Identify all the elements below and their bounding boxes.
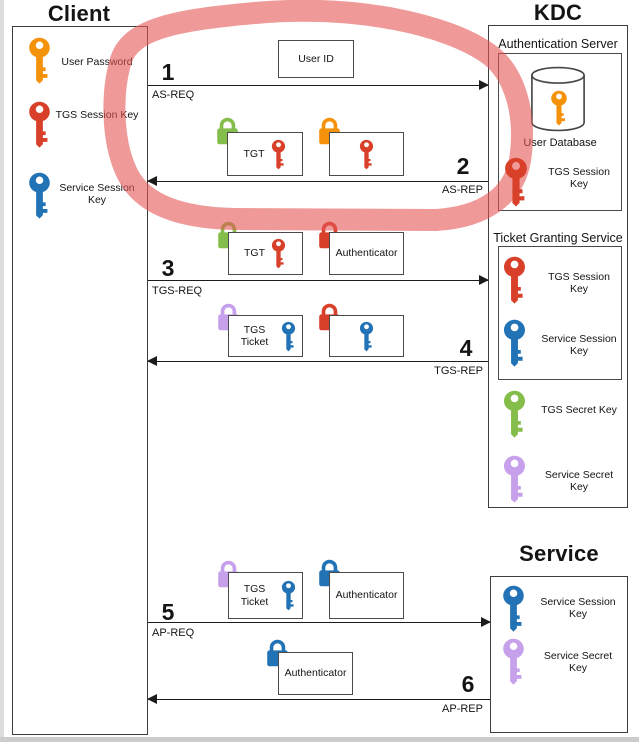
- tgs-ticket-label: TGS Ticket: [240, 583, 269, 608]
- tgs-session-key-icon: [26, 101, 53, 148]
- tgs-ticket-box: [228, 315, 303, 357]
- arrowhead-left-icon: [147, 356, 157, 366]
- authenticator-box: [329, 232, 404, 275]
- user-password-key-icon: [549, 90, 569, 126]
- step-6-number: 6: [461, 671, 475, 697]
- service-session-key-label: Service Session Key: [540, 596, 616, 621]
- tgt-label: TGT: [243, 147, 265, 160]
- tgs-ticket-box: [228, 572, 303, 619]
- arrowhead-right-icon: [479, 275, 489, 285]
- encrypted-key-box: [329, 132, 404, 176]
- authenticator-label: Authenticator: [335, 589, 398, 602]
- tgs-req-arrow: [148, 280, 488, 281]
- tgt-box: [228, 232, 303, 275]
- as-rep-arrow: [148, 181, 488, 182]
- as-req-arrow: [148, 85, 488, 86]
- service-secret-key-icon: [501, 455, 528, 503]
- authenticator-box: [278, 652, 353, 695]
- authenticator-label: Authenticator: [335, 247, 398, 260]
- service-session-key-icon: [358, 321, 375, 352]
- authenticator-box: [329, 572, 404, 619]
- tgs-session-key-icon: [358, 139, 375, 170]
- as-rep-label: AS-REP: [442, 184, 483, 196]
- arrowhead-left-icon: [147, 694, 157, 704]
- service-title: Service: [519, 541, 599, 566]
- ticket-granting-service-title: Ticket Granting Service: [493, 231, 623, 245]
- authenticator-label: Authenticator: [284, 667, 347, 680]
- tgs-session-key-icon: [270, 139, 287, 170]
- user-password-label: User Password: [61, 56, 133, 68]
- step-3-number: 3: [161, 255, 175, 281]
- encrypted-key-box: [329, 315, 404, 357]
- tgs-session-key-icon: [502, 156, 530, 208]
- kdc-title: KDC: [533, 0, 583, 25]
- as-req-label: AS-REQ: [152, 89, 195, 101]
- arrowhead-left-icon: [147, 176, 157, 186]
- service-session-key-label: Service Session Key: [541, 333, 617, 358]
- step-1-number: 1: [161, 59, 175, 85]
- ap-req-label: AP-REQ: [152, 627, 195, 639]
- client-title: Client: [47, 1, 111, 26]
- service-secret-key-label: Service Secret Key: [543, 650, 613, 675]
- tgs-secret-key-icon: [501, 390, 528, 438]
- service-session-key-icon: [280, 580, 297, 611]
- service-session-key-icon: [26, 172, 53, 219]
- service-secret-key-label: Service Secret Key: [544, 469, 614, 494]
- service-session-key-icon: [280, 321, 297, 352]
- tgs-rep-arrow: [148, 361, 488, 362]
- ap-req-arrow: [148, 622, 490, 623]
- tgs-ticket-label: TGS Ticket: [240, 323, 269, 348]
- tgs-secret-key-label: TGS Secret Key: [541, 404, 617, 416]
- user-id-box: [278, 40, 354, 78]
- tgs-session-key-label: TGS Session Key: [548, 166, 610, 191]
- user-password-key-icon: [26, 37, 53, 84]
- ap-rep-arrow: [148, 699, 490, 700]
- authentication-server-title: Authentication Server: [498, 37, 618, 51]
- screenshot-bottom-edge: [0, 737, 639, 742]
- tgs-session-key-icon: [501, 256, 528, 304]
- tgs-session-key-label: TGS Session Key: [548, 271, 610, 296]
- tgs-session-key-label: TGS Session Key: [55, 109, 139, 121]
- step-4-number: 4: [459, 335, 473, 361]
- tgs-session-key-icon: [270, 238, 287, 269]
- service-session-key-label: Service Session Key: [59, 182, 135, 207]
- tgt-label: TGT: [244, 247, 265, 260]
- ap-rep-label: AP-REP: [442, 703, 483, 715]
- step-5-number: 5: [161, 599, 175, 625]
- user-id-label: User ID: [298, 52, 334, 65]
- arrowhead-right-icon: [481, 617, 491, 627]
- tgs-req-label: TGS-REQ: [152, 285, 203, 297]
- tgs-rep-label: TGS-REP: [434, 365, 483, 377]
- screenshot-left-edge: [0, 0, 4, 742]
- service-session-key-icon: [501, 319, 528, 367]
- user-database-label: User Database: [523, 137, 597, 149]
- service-secret-key-icon: [500, 638, 527, 685]
- tgt-box: [227, 132, 303, 176]
- service-session-key-icon: [500, 585, 527, 632]
- arrowhead-right-icon: [479, 80, 489, 90]
- step-2-number: 2: [456, 153, 470, 179]
